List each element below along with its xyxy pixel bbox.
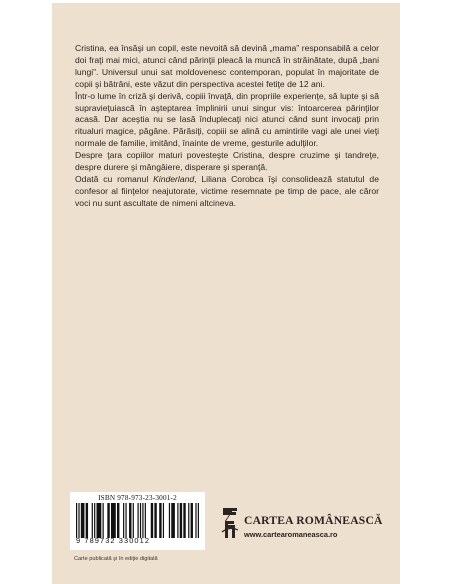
barcode-bar <box>123 503 124 538</box>
isbn-label: ISBN 978-973-23-3001-2 <box>98 494 177 502</box>
barcode-bar <box>92 503 93 538</box>
barcode-bar <box>180 503 182 538</box>
barcode-bar <box>171 503 175 538</box>
barcode-bar <box>195 503 196 538</box>
barcode-bar <box>183 503 185 538</box>
barcode-bar <box>154 503 156 538</box>
barcode-bar <box>145 503 146 538</box>
barcode-bar <box>107 503 109 538</box>
barcode-bar <box>117 503 119 538</box>
barcode-bar <box>133 503 134 538</box>
publisher-url: www.cartearomaneasca.ro <box>244 530 338 539</box>
blurb-p4-rest: , Liliana Corobca îşi consolidează statutul de confesor al fiinţelor neajutorate, victime resemnate pe timp de pace, ale căror voci nu sunt ascultate de nimeni altcineva. <box>75 173 379 208</box>
barcode-bar <box>198 503 199 538</box>
barcode-bar <box>125 503 126 538</box>
back-cover <box>52 3 400 584</box>
barcode-bar <box>78 503 79 538</box>
barcode-bar <box>81 503 85 538</box>
digital-edition-note: Carte publicată şi în ediţie digitală <box>74 556 158 562</box>
barcode-bar <box>169 503 170 538</box>
book-title-kinderland: Kinderland <box>153 173 195 184</box>
barcode-bar <box>142 503 143 538</box>
barcode-bar <box>140 503 141 538</box>
barcode-bar <box>188 503 189 538</box>
barcode-bar <box>177 503 178 538</box>
barcode-bar <box>151 503 153 538</box>
barcode-bar <box>97 503 102 538</box>
blurb-p4-lead: Odată cu romanul <box>75 173 154 184</box>
barcode-digits: 9 789732 330012 <box>76 536 151 545</box>
barcode-bar <box>111 503 116 538</box>
barcode-bar <box>103 503 104 538</box>
barcode-bar <box>76 503 77 538</box>
blurb-paragraph-3: Despre ţara copiilor maturi povesteşte Cristina, despre cruzime şi tandreţe, despre durere şi mângâiere, disperare şi speranţă. <box>75 150 379 173</box>
barcode-image <box>76 503 199 538</box>
blurb-paragraph-4 <box>75 174 379 210</box>
barcode-bar <box>138 503 139 538</box>
barcode-bar <box>129 503 131 538</box>
barcode-bar <box>163 503 164 538</box>
publisher-name: CARTEA ROMÂNEASCĂ <box>244 514 383 527</box>
barcode-bar <box>191 503 193 538</box>
barcode-bar <box>86 503 88 538</box>
barcode-bar <box>159 503 161 538</box>
publisher-block <box>220 506 390 546</box>
blurb-paragraph-1: Cristina, ea însăşi un copil, este nevoită să devină „mama” responsabilă a celor doi fraţi mai mici, atunci când părinţii pleacă la muncă în străinătate, după „bani lungi”. Universul unui sat moldovenesc contemporan, populat în majoritate de copii şi bătrâni, este văzut din perspectiva acestei fetiţe de 12 ani. <box>75 43 379 89</box>
publisher-logo-icon <box>220 506 240 540</box>
barcode-bar <box>94 503 95 538</box>
cover-blurb <box>75 43 379 210</box>
isbn-barcode-block <box>70 492 205 550</box>
blurb-paragraph-2: Într-o lume în criză şi derivă, copiii învaţă, din propriile experienţe, să lupte şi să supravieţuiască în aşteptarea împlinirii unui singur vis: întoarcerea părinţilor acasă. Dar aceştia nu se lasă înduplecaţi nici atunci când sunt invocaţi prin ritualuri magice, păgâne. Părăsiţi, copiii se alină cu amintirile vagi ale unei vieţi normale de familie, imitând, înainte de vreme, gesturile adulţilor. <box>75 90 379 149</box>
